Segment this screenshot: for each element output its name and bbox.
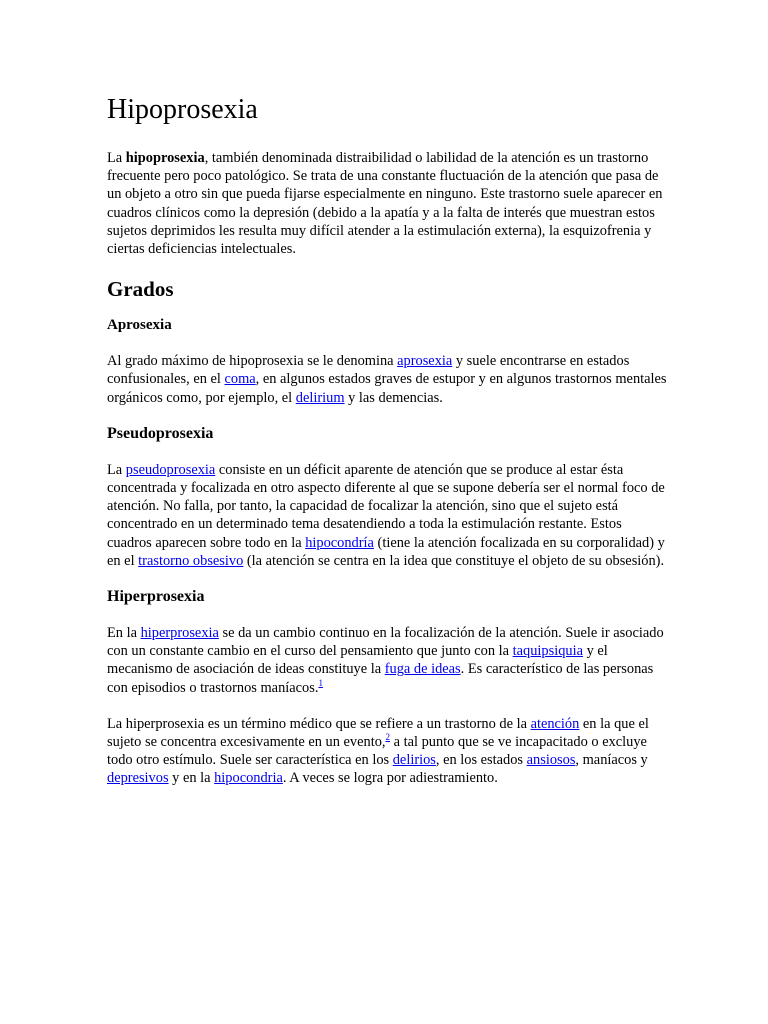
intro-paragraph — [107, 149, 667, 258]
pseudoprosexia-paragraph — [107, 461, 667, 570]
aprosexia-text-1: Al grado máximo de hipoprosexia se le denomina — [107, 353, 398, 370]
link-taquipsiquia[interactable]: taquipsiquia — [512, 643, 583, 660]
aprosexia-text-3: , en algunos estados graves de estupor y en algunos trastornos mentales orgánicos como, por ejemplo, el — [107, 371, 667, 406]
link-trastorno-obsesivo[interactable]: trastorno obsesivo — [138, 552, 244, 569]
link-atencion[interactable]: atención — [530, 715, 580, 732]
hiper-p2-text-4: , en los estados — [435, 752, 527, 769]
pseudoprosexia-text-1: La — [107, 461, 126, 478]
hiper-p1-text-3: y el mecanismo de asociación de ideas constituye la — [107, 643, 608, 678]
hiper-p2-text-7: . A veces se logra por adiestramiento. — [282, 770, 498, 787]
link-fuga-de-ideas[interactable]: fuga de ideas — [384, 661, 461, 678]
intro-bold-term: hipoprosexia — [125, 150, 205, 166]
aprosexia-text-4: y las demencias. — [344, 389, 443, 406]
hiper-p1-text-2: se da un cambio continuo en la focalización de la atención. Suele ir asociado con un constante cambio en el curso del pensamiento que junto con la — [107, 625, 664, 660]
hiper-p2-text-6: y en la — [168, 770, 215, 787]
link-hipocondria[interactable]: hipocondría — [305, 534, 374, 551]
link-ansiosos[interactable]: ansiosos — [526, 752, 576, 769]
hiper-p2-text-2: en la que el sujeto se concentra excesivamente en un evento, — [107, 715, 649, 751]
link-pseudoprosexia[interactable]: pseudoprosexia — [125, 461, 216, 478]
link-aprosexia[interactable]: aprosexia — [397, 353, 453, 370]
aprosexia-text-2: y suele encontrarse en estados confusionales, en el — [107, 353, 630, 388]
hiper-p2-text-5: , maníacos y — [575, 752, 648, 769]
intro-text-1: La — [107, 150, 126, 166]
pseudoprosexia-text-3: (tiene la atención focalizada en su corporalidad) y en el — [107, 534, 665, 569]
article — [107, 93, 667, 806]
subheading-pseudoprosexia: Pseudoprosexia — [107, 424, 214, 442]
link-delirios[interactable]: delirios — [392, 752, 436, 769]
aprosexia-paragraph — [107, 352, 667, 407]
page-title: Hipoprosexia — [107, 94, 258, 125]
hiper-p1-text-4: . Es característico de las personas con episodios o trastornos maníacos. — [107, 661, 654, 696]
hiper-p1-text-1: En la — [107, 625, 141, 642]
section-heading-grados: Grados — [107, 277, 174, 302]
footnote-ref-1[interactable]: 1 — [318, 677, 323, 688]
hiper-p2-text-1: La hiperprosexia es un término médico que se refiere a un trastorno de la — [107, 715, 531, 732]
hiperprosexia-paragraph-2 — [107, 715, 667, 788]
link-hipocondria-2[interactable]: hipocondria — [214, 770, 283, 787]
subheading-aprosexia: Aprosexia — [107, 317, 172, 334]
pseudoprosexia-text-4: (la atención se centra en la idea que constituye el objeto de su obsesión). — [243, 552, 665, 569]
link-hiperprosexia[interactable]: hiperprosexia — [140, 625, 219, 642]
pseudoprosexia-text-2: consiste en un déficit aparente de atención que se produce al estar ésta concentrada y focalizada en otro aspecto diferente al que se supone debería ser el normal foco de atención. No falla, por tanto, la capacidad de focalizar la atención, sino que el sujeto está concentrado en un determinado tema desatendiendo a toda la estimulación restante. Estos cuadros aparecen sobre todo en la — [107, 461, 665, 551]
link-depresivos[interactable]: depresivos — [107, 770, 169, 787]
hiperprosexia-paragraph-1 — [107, 624, 667, 697]
intro-text-2: , también denominada distraibilidad o labilidad de la atención es un trastorno frecuente pero poco patológico. Se trata de una constante fluctuación de la atención que pasa de un objeto a otro sin que pueda fijarse especialmente en ninguno. Este trastorno suele aparecer en cuadros clínicos como la depresión (debido a la apatía y a la falta de interés que muestran estos sujetos deprimidos les resulta muy difícil atender a la estimulación externa), la esquizofrenia y ciertas deficiencias intelectuales. — [107, 150, 663, 258]
footnote-ref-2[interactable]: 2 — [385, 732, 391, 743]
link-delirium[interactable]: delirium — [295, 389, 345, 406]
subheading-hiperprosexia: Hiperprosexia — [107, 588, 205, 606]
hiper-p2-text-3: a tal punto que se ve incapacitado o excluye todo otro estímulo. Suele ser característica en los — [107, 734, 647, 769]
link-coma[interactable]: coma — [224, 371, 256, 388]
